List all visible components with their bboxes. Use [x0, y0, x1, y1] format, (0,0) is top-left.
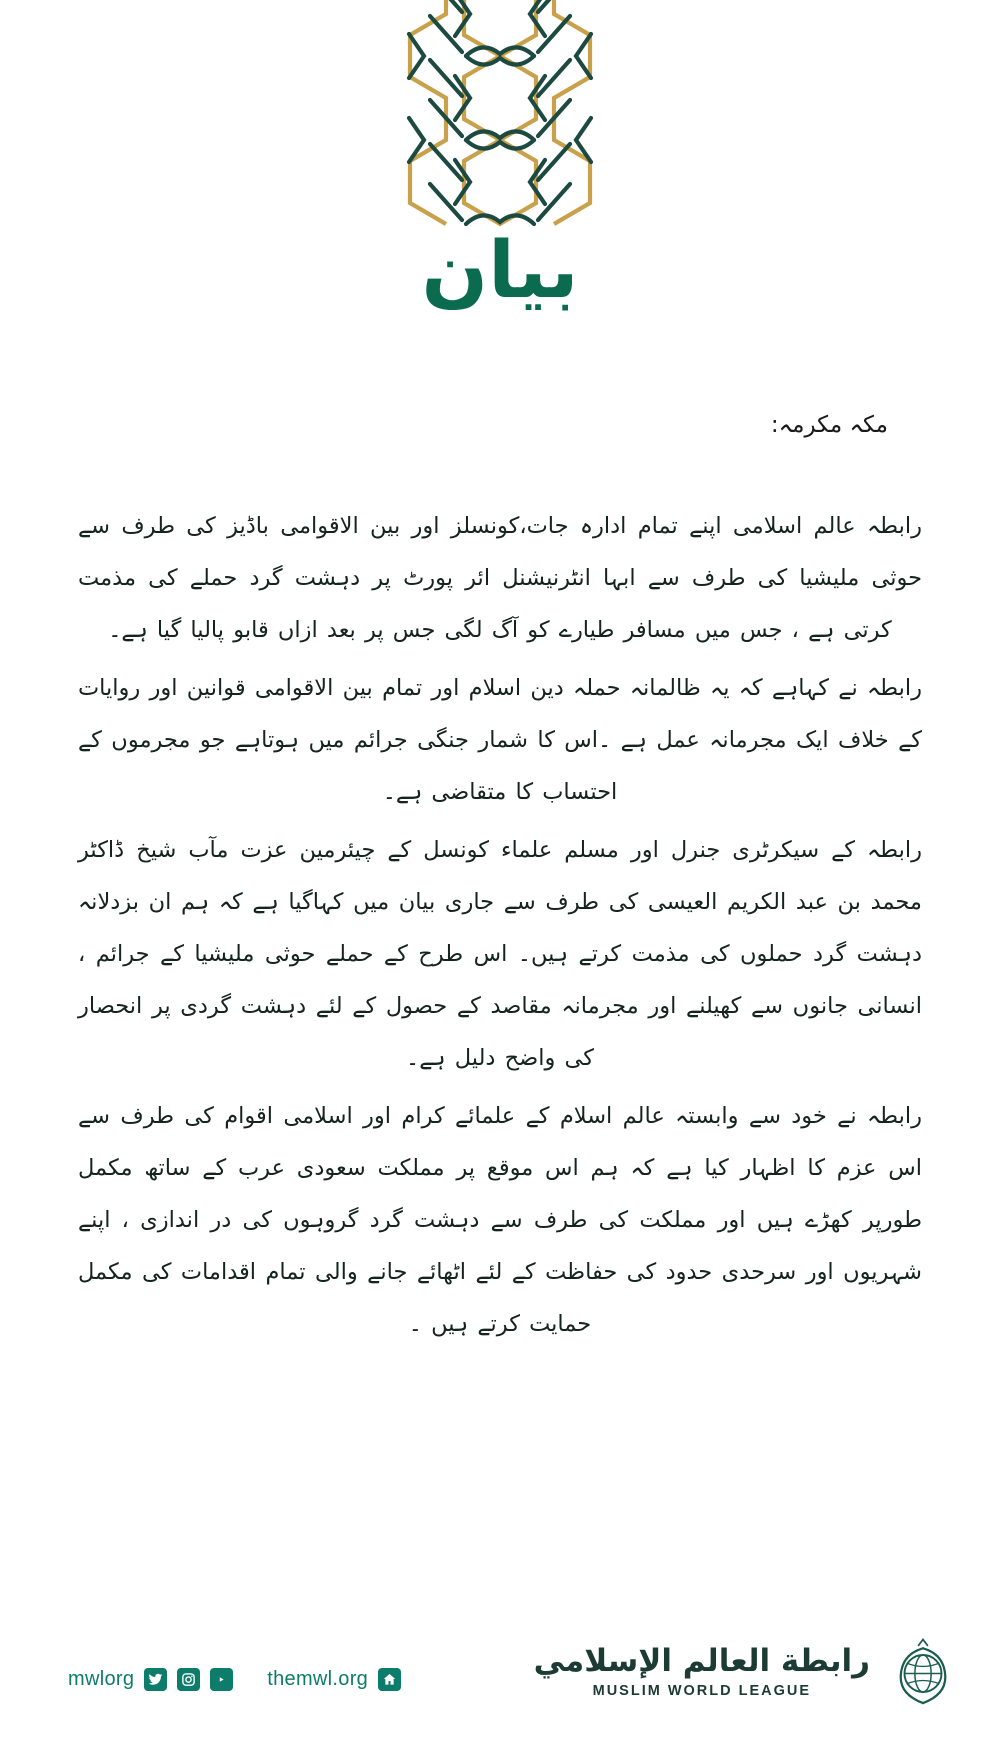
mwl-arabic-name: رابطة العالم الإسلامي [533, 1642, 870, 1679]
footer-logo-group [534, 1635, 960, 1709]
page-footer [0, 1593, 1000, 1743]
paragraph: رابطہ نے خود سے وابستہ عالم اسلام کے علمائے کرام اور اسلامی اقوام کی طرف سے اس عزم کا اظہار کیا ہے کہ ہم اس موقع پر مملکت سعودی عرب کے ساتھ مکمل طورپر کھڑے ہیں اور مملکت کی طرف سے دہشت گرد گروہوں کی در اندازی ، اپنے شہریوں اور سرحدی حدود کی حفاظت کے لئے اٹھائے جانے والی تمام اقدامات کی مکمل حمایت کرتے ہیں ۔ [78, 1103, 922, 1337]
twitter-icon[interactable] [144, 1668, 167, 1691]
paragraph: رابطہ عالم اسلامی اپنے تمام ادارہ جات،کونسلز اور بین الاقوامی باڈیز کی طرف سے حوثی ملیشیا کی طرف سے ابہا انٹرنیشنل ائر پورٹ پر دہشت گرد حملے کی مذمت کرتی ہے ، جس میں مسافر طیارے کو آگ لگی جس پر بعد ازاں قابو پالیا گیا ہے۔ [78, 513, 922, 643]
website-url[interactable]: themwl.org [267, 1668, 369, 1690]
instagram-icon[interactable] [177, 1668, 200, 1691]
footer-social-group [68, 1668, 401, 1691]
dateline: مکہ مکرمہ: [770, 412, 888, 438]
header-ornament [0, 0, 1000, 228]
page-title-wrapper [0, 226, 1000, 316]
statement-body [78, 500, 922, 1356]
page-title: بیان [421, 226, 579, 316]
geometric-pattern-icon [400, 0, 600, 228]
paragraph: رابطہ کے سیکرٹری جنرل اور مسلم علماء کونسل کے چیئرمین عزت مآب شیخ ڈاکٹر محمد بن عبد الکریم العیسی کی طرف سے جاری بیان میں کہاگیا ہے کہ ہم ان بزدلانہ دہشت گرد حملوں کی مذمت کرتے ہیں۔ اس طرح کے حملے حوثی ملیشیا کے جرائم ، انسانی جانوں سے کھیلنے اور مجرمانہ مقاصد کے حصول کے لئے دہشت گردی پر انحصار کی واضح دلیل ہے۔ [78, 837, 922, 1071]
home-icon[interactable] [378, 1668, 401, 1691]
paragraph: رابطہ نے کہاہے کہ یہ ظالمانہ حملہ دین اسلام اور تمام بین الاقوامی قوانین اور روایات کے خلاف ایک مجرمانہ عمل ہے ۔اس کا شمار جنگی جرائم میں ہوتاہے جو مجرموں کے احتساب کا متقاضی ہے۔ [78, 675, 922, 805]
globe-wreath-emblem [886, 1635, 960, 1709]
mwl-wordmark [533, 1642, 870, 1699]
mwl-english-name: MUSLIM WORLD LEAGUE [592, 1682, 812, 1699]
social-handle: mwlorg [68, 1668, 135, 1690]
youtube-icon[interactable] [210, 1668, 233, 1691]
